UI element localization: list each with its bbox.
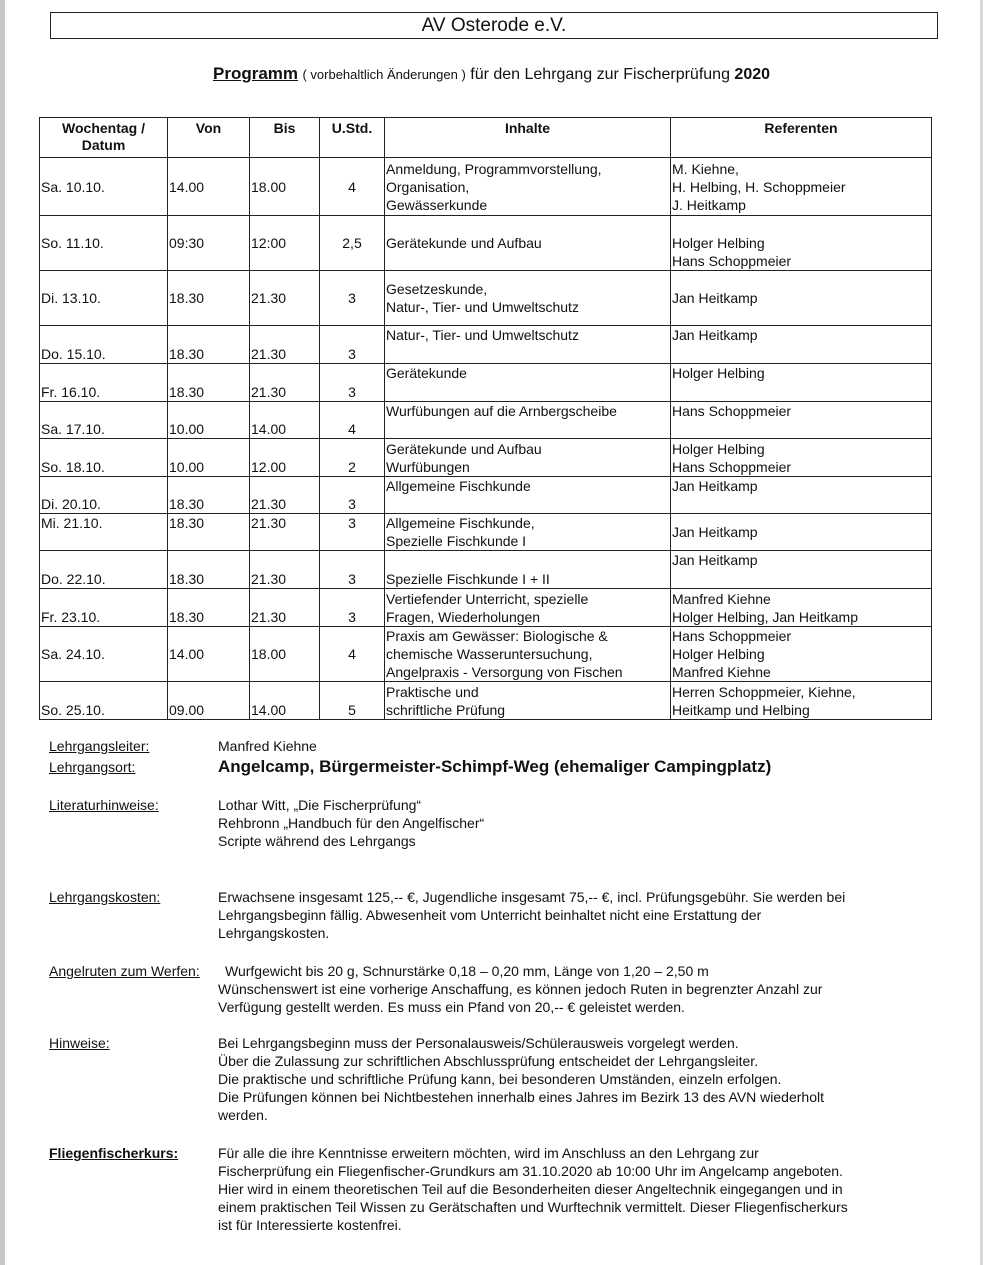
cell-content: Vertiefender Unterricht, spezielle Fragen, Wiederholungen bbox=[385, 589, 671, 627]
kosten-label: Lehrgangskosten: bbox=[49, 889, 161, 905]
fliegen-label: Fliegenfischerkurs: bbox=[49, 1145, 179, 1161]
cell-to: 14.00 bbox=[250, 682, 320, 720]
cell-speakers: Jan Heitkamp bbox=[671, 514, 932, 551]
cell-content: Gerätekunde bbox=[385, 364, 671, 402]
cell-hours: 3 bbox=[320, 271, 385, 326]
cell-hours: 3 bbox=[320, 514, 385, 551]
table-row bbox=[40, 271, 932, 326]
cell-to: 18.00 bbox=[250, 627, 320, 682]
cell-day: So. 11.10. bbox=[40, 216, 168, 271]
kosten-value: Erwachsene insgesamt 125,-- €, Jugendliche insgesamt 75,-- €, incl. Prüfungsgebühr. Sie werden bei Lehrgangsbeginn fällig. Abwesenheit vom Unterricht beinhaltet nicht eine Erstattung der Lehrgangskosten. bbox=[218, 889, 846, 941]
program-subtitle bbox=[0, 64, 983, 85]
cell-content: Gesetzeskunde, Natur-, Tier- und Umweltschutz bbox=[385, 271, 671, 326]
cell-content: Spezielle Fischkunde I + II bbox=[385, 551, 671, 589]
cell-day: Sa. 24.10. bbox=[40, 627, 168, 682]
table-row bbox=[40, 589, 932, 627]
header-hours: U.Std. bbox=[320, 118, 385, 158]
cell-to: 21.30 bbox=[250, 326, 320, 364]
cell-from: 14.00 bbox=[168, 627, 250, 682]
cell-from: 18.30 bbox=[168, 477, 250, 514]
cell-to: 21.30 bbox=[250, 477, 320, 514]
cell-to: 12.00 bbox=[250, 439, 320, 477]
ort-value: Angelcamp, Bürgermeister-Schimpf-Weg (ehemaliger Campingplatz) bbox=[218, 757, 772, 776]
cell-from: 10.00 bbox=[168, 439, 250, 477]
table-row bbox=[40, 364, 932, 402]
cell-speakers: Jan Heitkamp bbox=[671, 477, 932, 514]
ruten-rest: Wünschenswert ist eine vorherige Anschaffung, es können jedoch Ruten in begrenzter Anzahl zur Verfügung gestellt werden. Es muss ein Pfand von 20,-- € geleistet werden. bbox=[218, 981, 823, 1015]
ruten-label: Angelruten zum Werfen: bbox=[49, 963, 200, 979]
cell-day: Fr. 23.10. bbox=[40, 589, 168, 627]
cell-to: 14.00 bbox=[250, 402, 320, 439]
cell-hours: 3 bbox=[320, 589, 385, 627]
cell-day: Do. 15.10. bbox=[40, 326, 168, 364]
cell-from: 10.00 bbox=[168, 402, 250, 439]
cell-hours: 5 bbox=[320, 682, 385, 720]
cell-to: 21.30 bbox=[250, 514, 320, 551]
leiter-label: Lehrgangsleiter: bbox=[49, 738, 150, 754]
cell-day: Fr. 16.10. bbox=[40, 364, 168, 402]
cell-speakers: M. Kiehne, H. Helbing, H. Schoppmeier J. Heitkamp bbox=[671, 158, 932, 216]
table-header-row bbox=[40, 118, 932, 158]
cell-hours: 2 bbox=[320, 439, 385, 477]
ruten-line1: Wurfgewicht bis 20 g, Schnurstärke 0,18 – 0,20 mm, Länge von 1,20 – 2,50 m bbox=[225, 963, 709, 979]
cell-day: Di. 20.10. bbox=[40, 477, 168, 514]
cell-from: 14.00 bbox=[168, 158, 250, 216]
cell-content: Anmeldung, Programmvorstellung, Organisation, Gewässerkunde bbox=[385, 158, 671, 216]
changes-note: ( vorbehaltlich Änderungen ) bbox=[302, 67, 466, 82]
header-content: Inhalte bbox=[385, 118, 671, 158]
cell-speakers: Hans Schoppmeier Holger Helbing Manfred Kiehne bbox=[671, 627, 932, 682]
table-row bbox=[40, 326, 932, 364]
cell-hours: 3 bbox=[320, 364, 385, 402]
table-row bbox=[40, 627, 932, 682]
cell-content: Praxis am Gewässer: Biologische & chemische Wasseruntersuchung, Angelpraxis - Versorgung von Fischen bbox=[385, 627, 671, 682]
cell-day: Do. 22.10. bbox=[40, 551, 168, 589]
literatur-label: Literaturhinweise: bbox=[49, 797, 159, 813]
cell-to: 21.30 bbox=[250, 364, 320, 402]
cell-hours: 3 bbox=[320, 551, 385, 589]
cell-speakers: Jan Heitkamp bbox=[671, 551, 932, 589]
table-row bbox=[40, 402, 932, 439]
cell-speakers: Holger Helbing bbox=[671, 364, 932, 402]
header-from: Von bbox=[168, 118, 250, 158]
cell-to: 21.30 bbox=[250, 589, 320, 627]
org-title: AV Osterode e.V. bbox=[50, 12, 938, 39]
fliegen-value: Für alle die ihre Kenntnisse erweitern möchten, wird im Anschluss an den Lehrgang zur Fischerprüfung ein Fliegenfischer-Grundkurs am 31.10.2020 ab 10:00 Uhr im Angelcamp angeboten. Hier wird in einem theoretischen Teil auf die Besonderheiten dieser Angeltechnik eingegangen und in einem praktischen Teil Wissen zu Gerätschaften und Wurftechnik vermittelt. Dieser Fliegenfischerkurs ist für Interessierte kostenfrei. bbox=[218, 1145, 848, 1233]
hinweise-value: Bei Lehrgangsbeginn muss der Personalausweis/Schülerausweis vorgelegt werden. Über die Zulassung zur schriftlichen Abschlussprüfung entscheidet der Lehrgangsleiter. Die praktische und schriftliche Prüfung kann, bei besonderen Umständen, einzeln erfolgen. Die Prüfungen können bei Nichtbestehen innerhalb eines Jahres im Bezirk 13 des AVN wiederholt werden. bbox=[218, 1035, 824, 1123]
cell-day: So. 18.10. bbox=[40, 439, 168, 477]
page-left-edge bbox=[0, 0, 5, 1265]
cell-speakers: Holger Helbing Hans Schoppmeier bbox=[671, 216, 932, 271]
cell-to: 21.30 bbox=[250, 271, 320, 326]
ort-label: Lehrgangsort: bbox=[49, 759, 136, 775]
table-row bbox=[40, 216, 932, 271]
cell-from: 18.30 bbox=[168, 514, 250, 551]
cell-day: Sa. 10.10. bbox=[40, 158, 168, 216]
table-row bbox=[40, 682, 932, 720]
table-row bbox=[40, 158, 932, 216]
header-speakers: Referenten bbox=[671, 118, 932, 158]
schedule-table bbox=[39, 117, 932, 720]
cell-hours: 3 bbox=[320, 477, 385, 514]
cell-to: 21.30 bbox=[250, 551, 320, 589]
cell-content: Allgemeine Fischkunde, Spezielle Fischkunde I bbox=[385, 514, 671, 551]
hinweise-label: Hinweise: bbox=[49, 1035, 110, 1051]
cell-hours: 4 bbox=[320, 402, 385, 439]
cell-content: Wurfübungen auf die Arnbergscheibe bbox=[385, 402, 671, 439]
cell-content: Allgemeine Fischkunde bbox=[385, 477, 671, 514]
cell-day: Di. 13.10. bbox=[40, 271, 168, 326]
cell-hours: 3 bbox=[320, 326, 385, 364]
table-row bbox=[40, 551, 932, 589]
cell-content: Natur-, Tier- und Umweltschutz bbox=[385, 326, 671, 364]
literatur-value: Lothar Witt, „Die Fischerprüfung“ Rehbronn „Handbuch für den Angelfischer“ Scripte während des Lehrgangs bbox=[218, 797, 485, 849]
cell-speakers: Manfred Kiehne Holger Helbing, Jan Heitkamp bbox=[671, 589, 932, 627]
cell-speakers: Jan Heitkamp bbox=[671, 271, 932, 326]
cell-from: 18.30 bbox=[168, 326, 250, 364]
cell-speakers: Jan Heitkamp bbox=[671, 326, 932, 364]
cell-speakers: Holger Helbing Hans Schoppmeier bbox=[671, 439, 932, 477]
cell-content: Gerätekunde und Aufbau Wurfübungen bbox=[385, 439, 671, 477]
programm-heading: Programm bbox=[212, 64, 299, 83]
cell-from: 18.30 bbox=[168, 551, 250, 589]
cell-day: So. 25.10. bbox=[40, 682, 168, 720]
cell-hours: 4 bbox=[320, 158, 385, 216]
table-row bbox=[40, 477, 932, 514]
cell-from: 09.00 bbox=[168, 682, 250, 720]
course-text: für den Lehrgang zur Fischerprüfung bbox=[470, 66, 730, 83]
cell-content: Praktische und schriftliche Prüfung bbox=[385, 682, 671, 720]
cell-day: Sa. 17.10. bbox=[40, 402, 168, 439]
course-year: 2020 bbox=[734, 66, 771, 83]
cell-from: 18.30 bbox=[168, 589, 250, 627]
cell-from: 18.30 bbox=[168, 271, 250, 326]
cell-day: Mi. 21.10. bbox=[40, 514, 168, 551]
cell-speakers: Herren Schoppmeier, Kiehne, Heitkamp und Helbing bbox=[671, 682, 932, 720]
table-row bbox=[40, 439, 932, 477]
cell-hours: 2,5 bbox=[320, 216, 385, 271]
cell-from: 09:30 bbox=[168, 216, 250, 271]
cell-to: 18.00 bbox=[250, 158, 320, 216]
leiter-value: Manfred Kiehne bbox=[218, 738, 317, 754]
cell-hours: 4 bbox=[320, 627, 385, 682]
cell-to: 12:00 bbox=[250, 216, 320, 271]
header-to: Bis bbox=[250, 118, 320, 158]
cell-from: 18.30 bbox=[168, 364, 250, 402]
cell-content: Gerätekunde und Aufbau bbox=[385, 216, 671, 271]
table-row bbox=[40, 514, 932, 551]
cell-speakers: Hans Schoppmeier bbox=[671, 402, 932, 439]
header-day: Wochentag / Datum bbox=[40, 118, 168, 158]
